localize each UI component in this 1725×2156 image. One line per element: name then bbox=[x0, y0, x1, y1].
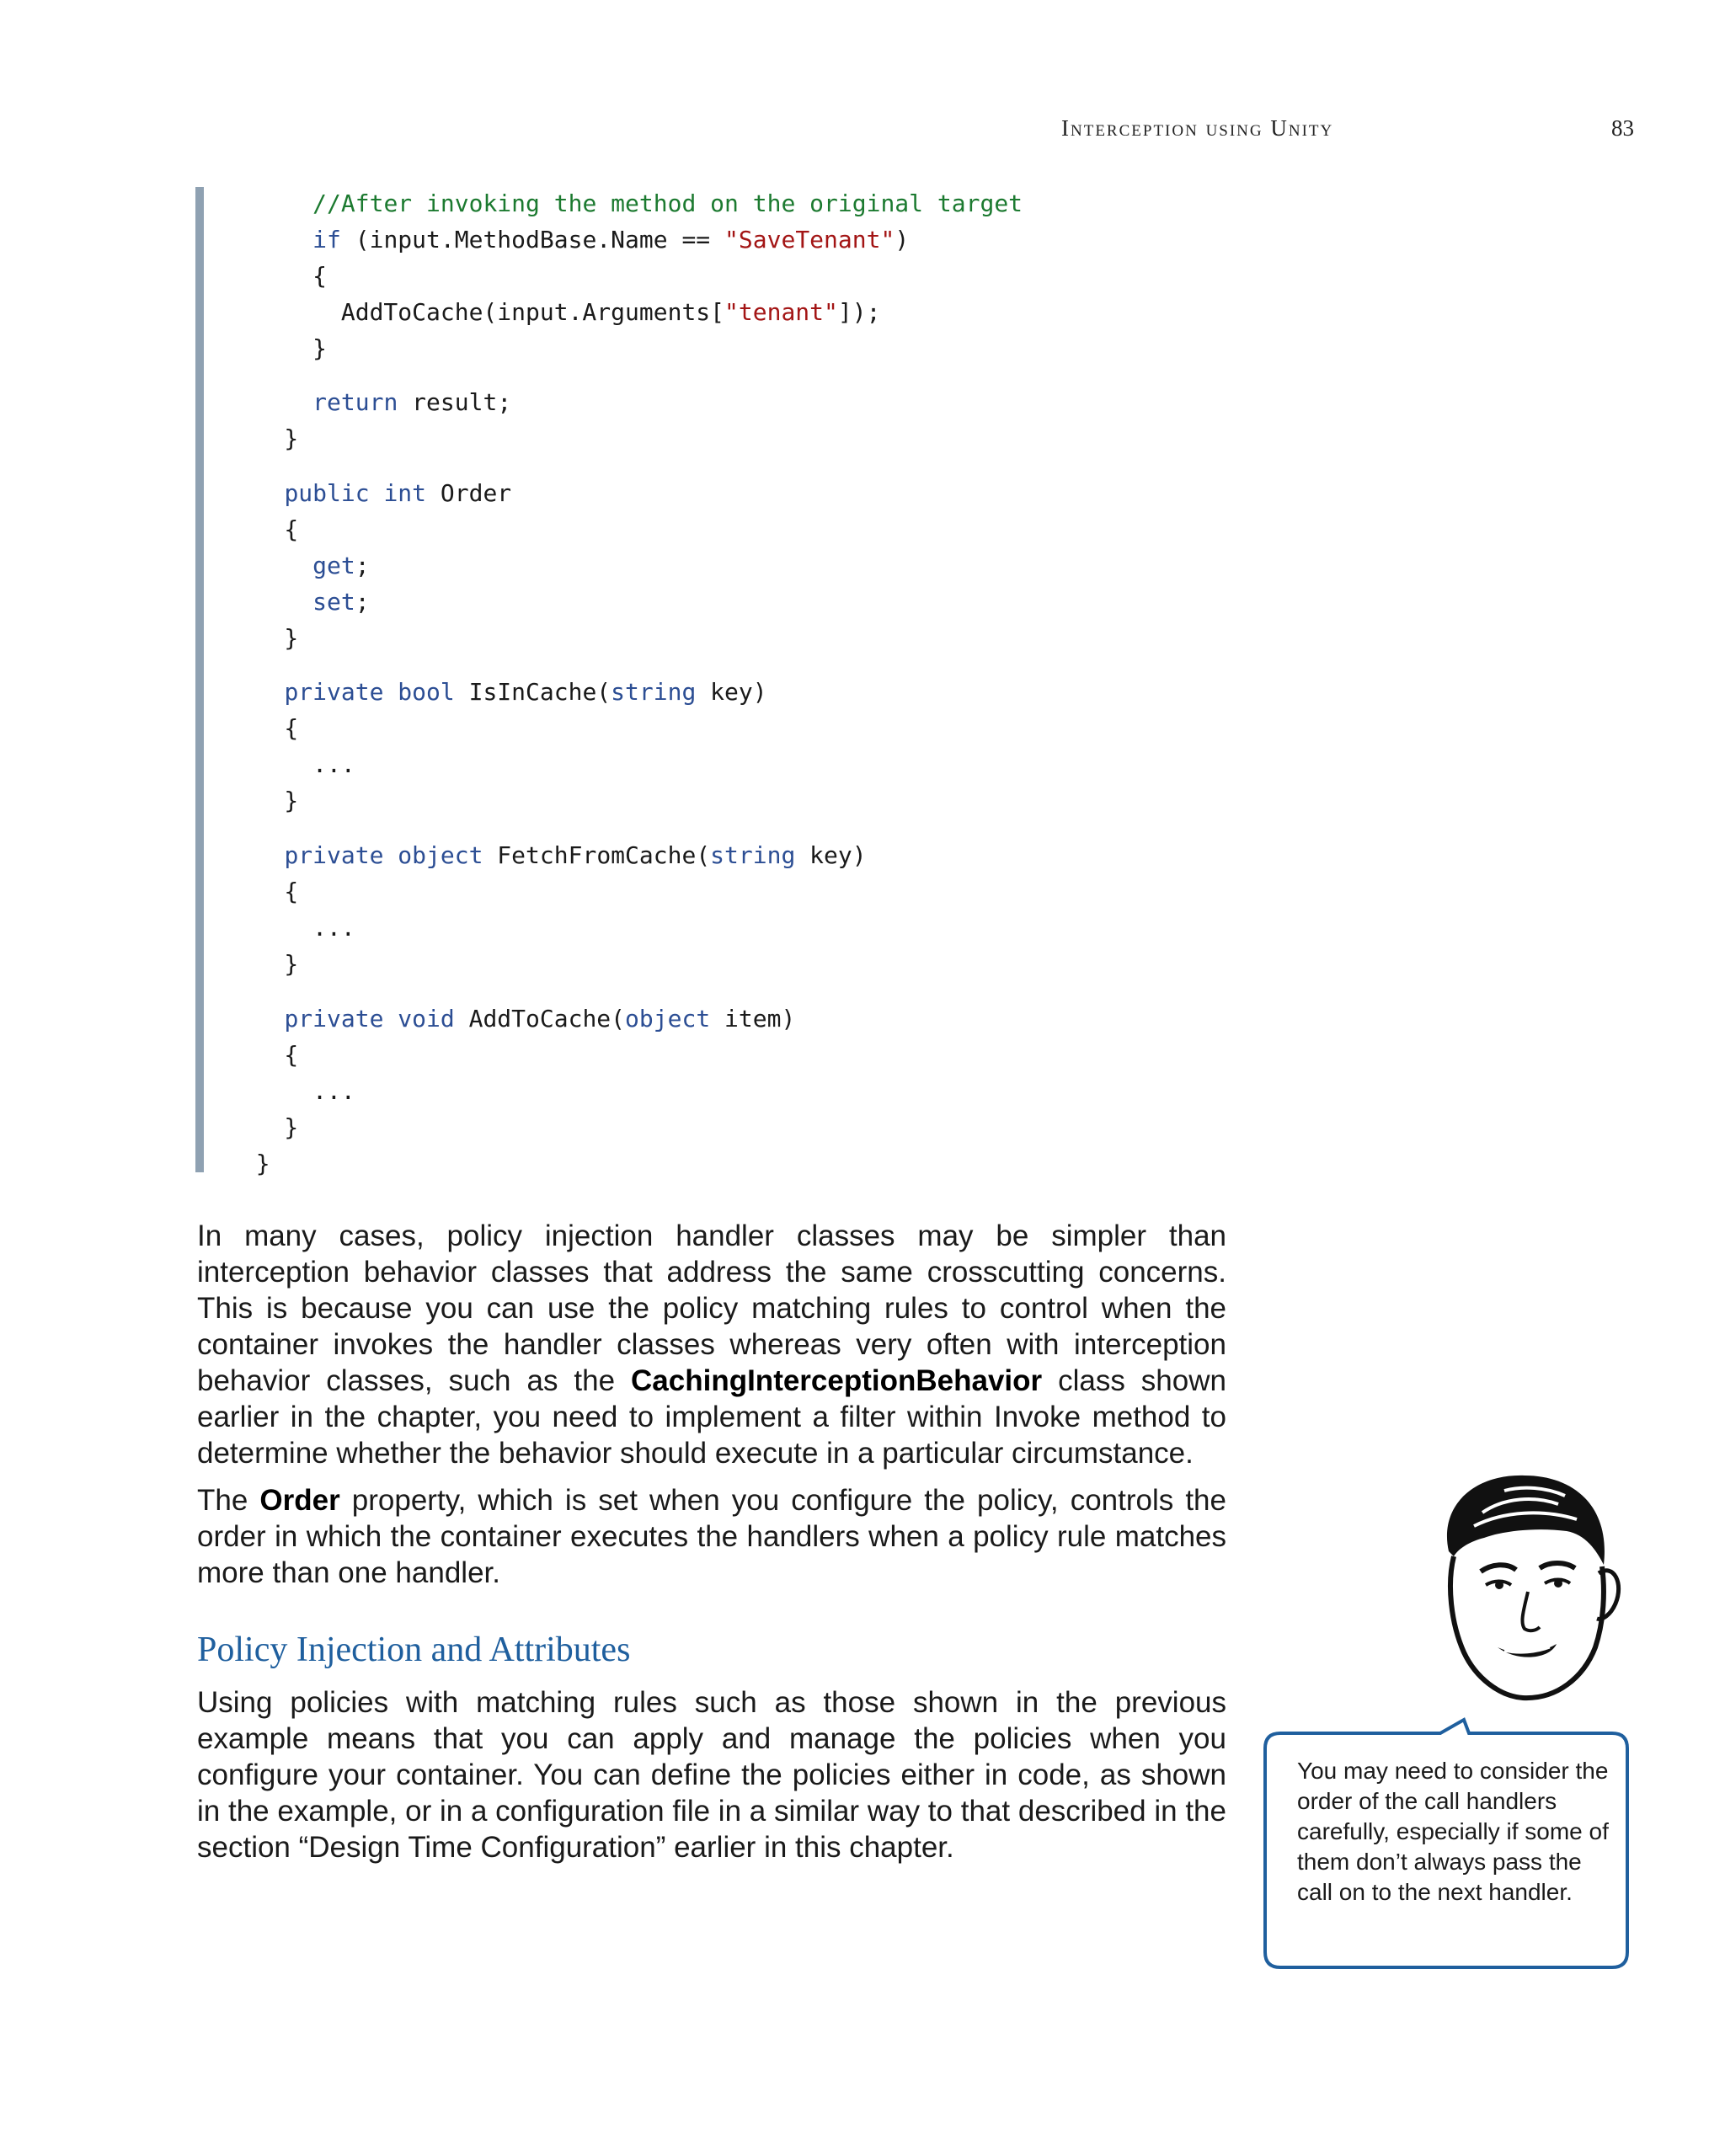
code-token-kw: return bbox=[312, 388, 398, 416]
code-token-kw: get bbox=[312, 552, 355, 579]
code-line bbox=[227, 784, 298, 818]
code-line bbox=[227, 622, 298, 655]
class-name-bold: CachingInterceptionBehavior bbox=[631, 1364, 1043, 1397]
code-token: AddToCache( bbox=[454, 1005, 626, 1033]
code-line bbox=[227, 1075, 355, 1108]
code-token-kw: string bbox=[710, 841, 796, 869]
code-token-str: "tenant" bbox=[724, 298, 838, 326]
code-line bbox=[227, 1002, 795, 1036]
property-name-bold: Order bbox=[259, 1484, 340, 1517]
code-token bbox=[227, 552, 312, 579]
code-line bbox=[227, 477, 511, 510]
code-token: } bbox=[227, 424, 299, 452]
code-line bbox=[227, 259, 327, 293]
section-heading: Policy Injection and Attributes bbox=[197, 1630, 631, 1669]
code-block-bar bbox=[195, 187, 204, 1172]
callout-note: You may need to consider the order of the call handlers carefully, especially if some of them don’t always pass the call on to the next handler. bbox=[1297, 1758, 1609, 1905]
code-line bbox=[227, 332, 327, 366]
code-token: ; bbox=[355, 552, 370, 579]
code-token: { bbox=[227, 878, 299, 905]
code-token bbox=[227, 226, 312, 253]
cartoon-face-icon bbox=[1423, 1457, 1626, 1710]
code-token: FetchFromCache( bbox=[483, 841, 711, 869]
code-line bbox=[227, 1111, 298, 1145]
code-token: } bbox=[227, 1150, 270, 1177]
code-line bbox=[227, 839, 867, 873]
code-token-kw: private bool bbox=[284, 678, 455, 706]
paragraph-handler-classes: In many cases, policy injection handler classes may be simpler than interception behavior classes that address the same crosscutting concerns. This is because you can use the policy matching rules to control when the container invokes the handler classes whereas very often with interception behavior classes, such as the CachingInterceptionBehavior class shown earlier in the chapter, you need to implement a filter within Invoke method to determine whether the behavior should execute in a particular circumstance. bbox=[197, 1219, 1226, 1470]
code-line bbox=[227, 1038, 298, 1072]
code-token-kw: private object bbox=[284, 841, 483, 869]
code-token bbox=[227, 388, 312, 416]
code-line bbox=[227, 712, 298, 745]
code-token bbox=[227, 1005, 284, 1033]
code-token: { bbox=[227, 1041, 299, 1069]
nose bbox=[1522, 1592, 1540, 1630]
code-line bbox=[227, 911, 355, 945]
code-token bbox=[227, 841, 284, 869]
code-token: ... bbox=[227, 1077, 355, 1105]
code-line bbox=[227, 947, 298, 981]
code-line bbox=[227, 386, 511, 419]
code-token: ; bbox=[355, 588, 370, 616]
code-token bbox=[227, 588, 312, 616]
code-token: ... bbox=[227, 750, 355, 778]
running-head: Interception using Unity bbox=[1061, 115, 1334, 141]
code-token: key) bbox=[795, 841, 867, 869]
code-token: } bbox=[227, 334, 328, 362]
code-token: (input.MethodBase.Name == bbox=[340, 226, 725, 253]
code-line bbox=[227, 748, 355, 782]
code-token: Order bbox=[426, 479, 512, 507]
code-token: key) bbox=[696, 678, 767, 706]
code-token: { bbox=[227, 515, 299, 543]
code-token-kw: object bbox=[625, 1005, 711, 1033]
code-token: ... bbox=[227, 914, 355, 942]
code-line bbox=[227, 513, 298, 547]
code-token: ) bbox=[895, 226, 910, 253]
code-token: } bbox=[227, 624, 299, 652]
code-token-kw: set bbox=[312, 588, 355, 616]
code-token-kw: string bbox=[611, 678, 697, 706]
page-number: 83 bbox=[1611, 115, 1634, 141]
code-token-kw: if bbox=[312, 226, 341, 253]
code-line bbox=[227, 296, 880, 329]
code-line bbox=[227, 187, 1023, 221]
code-line bbox=[227, 223, 909, 257]
code-token bbox=[227, 189, 312, 217]
code-token-str: "SaveTenant" bbox=[724, 226, 895, 253]
code-token: item) bbox=[710, 1005, 796, 1033]
code-token: result; bbox=[398, 388, 512, 416]
code-line bbox=[227, 675, 767, 709]
paragraph-order-property: The Order property, which is set when you configure the policy, controls the order in which the container executes the handlers when a policy rule matches more than one handler. bbox=[197, 1484, 1226, 1589]
code-token: AddToCache(input.Arguments[ bbox=[227, 298, 725, 326]
code-line bbox=[227, 549, 370, 583]
code-token bbox=[227, 678, 284, 706]
code-token: { bbox=[227, 714, 299, 742]
code-line bbox=[227, 1147, 270, 1181]
code-line bbox=[227, 422, 298, 456]
code-line bbox=[227, 585, 370, 619]
code-token bbox=[227, 479, 284, 507]
code-token-kw: public int bbox=[284, 479, 427, 507]
code-token-cmt: //After invoking the method on the original target bbox=[312, 189, 1023, 217]
code-token: } bbox=[227, 1113, 299, 1141]
code-token: IsInCache( bbox=[454, 678, 611, 706]
code-token: } bbox=[227, 950, 299, 978]
code-token: } bbox=[227, 787, 299, 814]
code-line bbox=[227, 875, 298, 909]
code-token: { bbox=[227, 262, 328, 290]
code-token: ]); bbox=[837, 298, 881, 326]
paragraph-policies-config: Using policies with matching rules such as those shown in the previous example means that you can apply and manage the policies when you configure your container. You can define the policies either in code, as shown in the example, or in a configuration file in a similar way to that described in the section “Design Time Configuration” earlier in this chapter. bbox=[197, 1686, 1226, 1864]
face-outline bbox=[1450, 1556, 1604, 1698]
code-token-kw: private void bbox=[284, 1005, 455, 1033]
